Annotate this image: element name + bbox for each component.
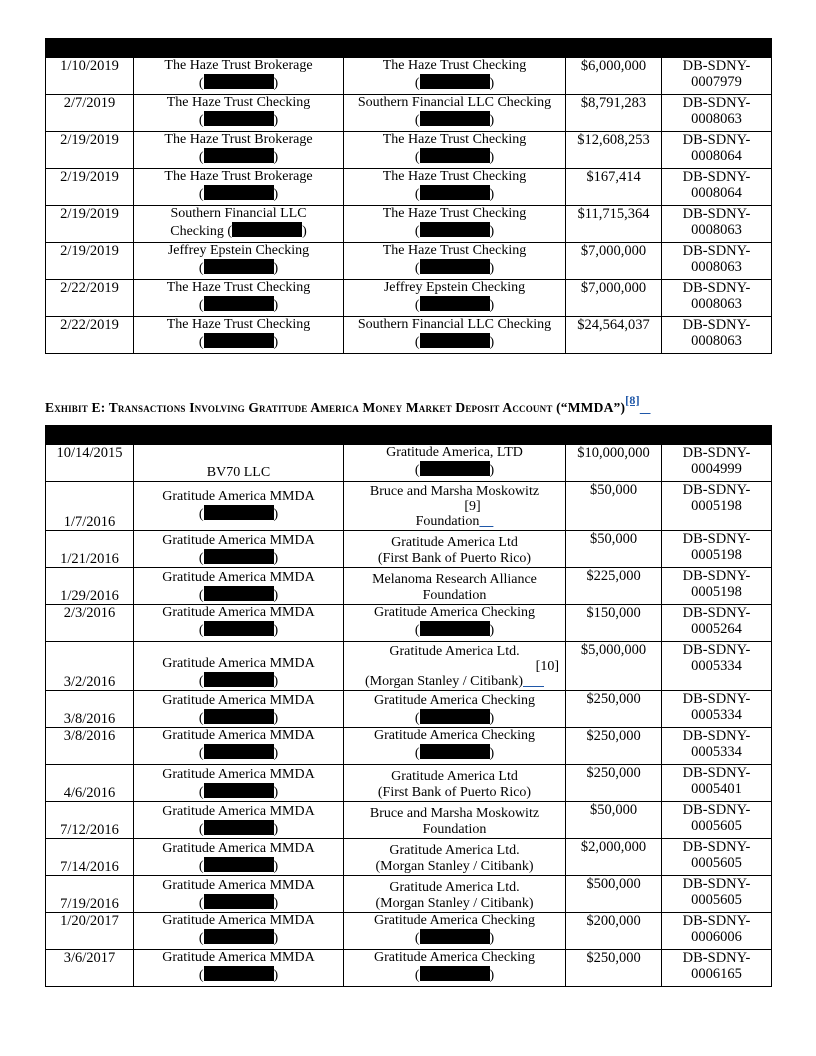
to-account-label-line2: Foundation (422, 822, 487, 837)
date-cell: 1/21/2016 (46, 531, 134, 568)
from-account-cell (134, 531, 344, 568)
to-account-cell (344, 876, 566, 913)
date-cell: 7/14/2016 (46, 839, 134, 876)
to-account-label: Gratitude America Ltd (391, 535, 518, 550)
to-account-bank: (First Bank of Puerto Rico) (377, 785, 532, 800)
to-account-label-line2: Foundation (422, 588, 487, 603)
date-cell: 7/19/2016 (46, 876, 134, 913)
redacted-account-number: ( ) (414, 463, 495, 478)
bates-ref-cell: DB-SDNY- 0005605 (662, 876, 772, 913)
date-cell: 1/7/2016 (46, 482, 134, 531)
redacted-account-number: ( ) (198, 931, 279, 946)
to-account-label: Gratitude America, LTD (386, 445, 523, 460)
to-account-cell (344, 568, 566, 605)
to-account-label: The Haze Trust Checking (382, 132, 527, 147)
to-account-label: Gratitude America Checking (374, 605, 535, 620)
from-account-label: Gratitude America MMDA (162, 656, 315, 671)
to-account-label: Gratitude America Checking (374, 913, 535, 928)
redacted-account-number: ( ) (198, 335, 279, 350)
redacted-account-number: ( ) (198, 896, 279, 911)
table-row (46, 280, 772, 317)
from-account-cell (134, 95, 344, 132)
redacted-account-number: ( ) (198, 551, 279, 566)
to-account-bank: (Morgan Stanley / Citibank) (375, 896, 534, 911)
from-account-label: The Haze Trust Brokerage (164, 169, 313, 184)
date-cell: 3/6/2017 (46, 950, 134, 987)
to-account-label: Gratitude America Checking (374, 693, 535, 708)
to-account-label: Bruce and Marsha Moskowitz (369, 806, 540, 821)
table-row (46, 58, 772, 95)
to-account-bank: (Morgan Stanley / Citibank) (375, 859, 534, 874)
redacted-account-number: ( ) (198, 187, 279, 202)
exhibit-e-title: Exhibit E: Transactions Involving Gratitude America Money Market Deposit Account (“MMDA”) (45, 400, 626, 415)
table-row (46, 206, 772, 243)
date-cell: 2/7/2019 (46, 95, 134, 132)
redacted-account-number: ( ) (414, 335, 495, 350)
amount-cell: $5,000,000 (566, 642, 662, 691)
to-account-cell (344, 206, 566, 243)
from-account-label: BV70 LLC (206, 465, 271, 480)
to-account-cell (344, 765, 566, 802)
redacted-account-number: ( ) (198, 113, 279, 128)
bates-ref-cell: DB-SDNY- 0005198 (662, 568, 772, 605)
redacted-account-number: ( ) (198, 785, 279, 800)
table-header-bar (46, 39, 772, 58)
date-cell: 1/10/2019 (46, 58, 134, 95)
from-account-label: The Haze Trust Brokerage (164, 58, 313, 73)
table-row (46, 802, 772, 839)
table-row (46, 913, 772, 950)
redacted-account-number: ( ) (198, 859, 279, 874)
redacted-account-number: ( ) (198, 674, 279, 689)
redacted-account-number: ( ) (198, 822, 279, 837)
to-account-cell (344, 482, 566, 531)
amount-cell: $50,000 (566, 802, 662, 839)
table-row (46, 132, 772, 169)
redacted-account-number: ( ) (198, 507, 279, 522)
from-account-cell (134, 445, 344, 482)
amount-cell: $7,000,000 (566, 280, 662, 317)
to-account-label: Southern Financial LLC Checking (357, 317, 552, 332)
bates-ref-cell: DB-SDNY- 0008063 (662, 206, 772, 243)
date-cell: 3/8/2016 (46, 728, 134, 765)
amount-cell: $250,000 (566, 950, 662, 987)
table-row (46, 445, 772, 482)
table-row (46, 95, 772, 132)
from-account-cell (134, 950, 344, 987)
from-account-cell (134, 58, 344, 95)
to-account-cell (344, 280, 566, 317)
table-row (46, 876, 772, 913)
to-account-cell (344, 913, 566, 950)
from-account-label: Southern Financial LLC (170, 206, 307, 221)
date-cell: 2/19/2019 (46, 132, 134, 169)
to-account-label: The Haze Trust Checking (382, 206, 527, 221)
from-account-label: Jeffrey Epstein Checking (167, 243, 310, 258)
footnote-marker-10[interactable]: [10] (535, 659, 559, 674)
from-account-label: The Haze Trust Brokerage (164, 132, 313, 147)
amount-cell: $10,000,000 (566, 445, 662, 482)
table-row (46, 243, 772, 280)
from-account-cell (134, 206, 344, 243)
to-account-label: Jeffrey Epstein Checking (383, 280, 526, 295)
from-account-cell (134, 568, 344, 605)
redacted-account-number: ( ) (414, 968, 495, 983)
table-row (46, 531, 772, 568)
from-account-cell (134, 876, 344, 913)
redacted-account-number: ( ) (198, 298, 279, 313)
to-account-label: Southern Financial LLC Checking (357, 95, 552, 110)
bates-ref-cell: DB-SDNY- 0007979 (662, 58, 772, 95)
table-row (46, 568, 772, 605)
from-account-label: Gratitude America MMDA (162, 489, 315, 504)
date-cell: 2/3/2016 (46, 605, 134, 642)
bates-ref-cell: DB-SDNY- 0008064 (662, 169, 772, 206)
to-account-cell (344, 243, 566, 280)
from-account-cell (134, 482, 344, 531)
amount-cell: $24,564,037 (566, 317, 662, 354)
redacted-account-number: ( ) (414, 711, 495, 726)
amount-cell: $12,608,253 (566, 132, 662, 169)
amount-cell: $50,000 (566, 531, 662, 568)
from-account-label: The Haze Trust Checking (166, 280, 311, 295)
table-row (46, 839, 772, 876)
table-row (46, 317, 772, 354)
from-account-label: Gratitude America MMDA (162, 570, 315, 585)
table-row (46, 765, 772, 802)
to-account-cell (344, 802, 566, 839)
to-account-bank: (First Bank of Puerto Rico) (377, 551, 532, 566)
from-account-cell (134, 802, 344, 839)
from-account-label: Gratitude America MMDA (162, 841, 315, 856)
date-cell: 2/19/2019 (46, 243, 134, 280)
bates-ref-cell: DB-SDNY- 0005198 (662, 482, 772, 531)
bates-ref-cell: DB-SDNY- 0004999 (662, 445, 772, 482)
bates-ref-cell: DB-SDNY- 0005334 (662, 691, 772, 728)
from-account-cell (134, 169, 344, 206)
from-account-cell (134, 132, 344, 169)
to-account-cell (344, 839, 566, 876)
bates-ref-cell: DB-SDNY- 0005264 (662, 605, 772, 642)
from-account-label: The Haze Trust Checking (166, 95, 311, 110)
to-account-cell (344, 642, 566, 691)
from-account-label: Gratitude America MMDA (162, 913, 315, 928)
redacted-account-number: ( ) (414, 113, 495, 128)
from-account-label: The Haze Trust Checking (166, 317, 311, 332)
amount-cell: $250,000 (566, 728, 662, 765)
amount-cell: $8,791,283 (566, 95, 662, 132)
redacted-account-number: ( ) (414, 150, 495, 165)
redacted-account-number: ( ) (198, 746, 279, 761)
date-cell: 10/14/2015 (46, 445, 134, 482)
bates-ref-cell: DB-SDNY- 0006006 (662, 913, 772, 950)
to-account-label: Gratitude America Ltd. (389, 880, 520, 895)
from-account-label: Gratitude America MMDA (162, 878, 315, 893)
redacted-account-number: ( ) (414, 261, 495, 276)
table-row (46, 728, 772, 765)
to-account-cell (344, 317, 566, 354)
amount-cell: $7,000,000 (566, 243, 662, 280)
redacted-account-number: Checking ( ) (170, 224, 307, 239)
redacted-account-number: ( ) (198, 76, 279, 91)
to-account-label: Gratitude America Ltd (391, 769, 518, 784)
amount-cell: $225,000 (566, 568, 662, 605)
bates-ref-cell: DB-SDNY- 0008063 (662, 95, 772, 132)
from-account-label: Gratitude America MMDA (162, 950, 315, 965)
to-account-bank: (Morgan Stanley / Citibank) (365, 674, 523, 689)
from-account-cell (134, 642, 344, 691)
bates-ref-cell: DB-SDNY- 0006165 (662, 950, 772, 987)
bates-ref-cell: DB-SDNY- 0008063 (662, 317, 772, 354)
date-cell: 7/12/2016 (46, 802, 134, 839)
redacted-account-number: ( ) (198, 261, 279, 276)
from-account-label: Gratitude America MMDA (162, 533, 315, 548)
from-account-cell (134, 691, 344, 728)
from-account-cell (134, 243, 344, 280)
amount-cell: $50,000 (566, 482, 662, 531)
amount-cell: $250,000 (566, 765, 662, 802)
table-row (46, 642, 772, 691)
to-account-cell (344, 132, 566, 169)
redacted-account-number: ( ) (198, 968, 279, 983)
redacted-account-number: ( ) (198, 588, 279, 603)
date-cell: 4/6/2016 (46, 765, 134, 802)
to-account-label: Gratitude America Ltd. (389, 843, 520, 858)
amount-cell: $500,000 (566, 876, 662, 913)
bates-ref-cell: DB-SDNY- 0008063 (662, 243, 772, 280)
transactions-table-haze-trust (45, 38, 772, 354)
redacted-account-number: ( ) (414, 187, 495, 202)
redacted-account-number: ( ) (414, 76, 495, 91)
from-account-label: Gratitude America MMDA (162, 728, 315, 743)
bates-ref-cell: DB-SDNY- 0005401 (662, 765, 772, 802)
amount-cell: $150,000 (566, 605, 662, 642)
amount-cell: $200,000 (566, 913, 662, 950)
to-account-cell (344, 531, 566, 568)
date-cell: 1/29/2016 (46, 568, 134, 605)
to-account-label: Gratitude America Checking (374, 950, 535, 965)
to-account-cell (344, 445, 566, 482)
amount-cell: $250,000 (566, 691, 662, 728)
to-account-cell (344, 58, 566, 95)
redacted-account-number: ( ) (198, 711, 279, 726)
bates-ref-cell: DB-SDNY- 0005334 (662, 728, 772, 765)
table-row (46, 169, 772, 206)
table-row (46, 605, 772, 642)
bates-ref-cell: DB-SDNY- 0005605 (662, 839, 772, 876)
amount-cell: $2,000,000 (566, 839, 662, 876)
date-cell: 2/19/2019 (46, 169, 134, 206)
date-cell: 3/2/2016 (46, 642, 134, 691)
bates-ref-cell: DB-SDNY- 0005334 (662, 642, 772, 691)
to-account-cell (344, 95, 566, 132)
bates-ref-cell: DB-SDNY- 0008063 (662, 280, 772, 317)
table-row (46, 482, 772, 531)
date-cell: 2/19/2019 (46, 206, 134, 243)
from-account-cell (134, 913, 344, 950)
exhibit-e-heading (45, 393, 651, 416)
from-account-label: Gratitude America MMDA (162, 693, 315, 708)
to-account-label: The Haze Trust Checking (382, 58, 527, 73)
redacted-account-number: ( ) (414, 931, 495, 946)
transactions-table-gratitude-mmda (45, 425, 772, 987)
amount-cell: $167,414 (566, 169, 662, 206)
table-header-bar (46, 426, 772, 445)
redacted-account-number: ( ) (198, 150, 279, 165)
from-account-cell (134, 280, 344, 317)
redacted-account-number: ( ) (198, 623, 279, 638)
amount-cell: $11,715,364 (566, 206, 662, 243)
to-account-label: The Haze Trust Checking (382, 243, 527, 258)
bates-ref-cell: DB-SDNY- 0005605 (662, 802, 772, 839)
from-account-cell (134, 839, 344, 876)
to-account-cell (344, 605, 566, 642)
from-account-label: Gratitude America MMDA (162, 804, 315, 819)
from-account-cell (134, 765, 344, 802)
footnote-link-8[interactable]: [8] (625, 393, 640, 407)
to-account-cell (344, 169, 566, 206)
amount-cell: $6,000,000 (566, 58, 662, 95)
footnote-marker-9[interactable]: [9] (464, 499, 481, 514)
to-account-label-line2: Foundation (415, 514, 480, 529)
bates-ref-cell: DB-SDNY- 0008064 (662, 132, 772, 169)
date-cell: 2/22/2019 (46, 317, 134, 354)
to-account-label: Melanoma Research Alliance (372, 572, 537, 587)
table-row (46, 691, 772, 728)
to-account-label: Gratitude America Ltd. (389, 644, 520, 659)
to-account-cell (344, 950, 566, 987)
to-account-label: The Haze Trust Checking (382, 169, 527, 184)
from-account-label: Gratitude America MMDA (162, 767, 315, 782)
to-account-cell (344, 691, 566, 728)
redacted-account-number: ( ) (414, 298, 495, 313)
to-account-label: Gratitude America Checking (374, 728, 535, 743)
to-account-label: Bruce and Marsha Moskowitz (369, 484, 540, 499)
from-account-label: Gratitude America MMDA (162, 605, 315, 620)
redacted-account-number: ( ) (414, 623, 495, 638)
table-row (46, 950, 772, 987)
from-account-cell (134, 605, 344, 642)
redacted-account-number: ( ) (414, 746, 495, 761)
date-cell: 3/8/2016 (46, 691, 134, 728)
date-cell: 2/22/2019 (46, 280, 134, 317)
from-account-cell (134, 728, 344, 765)
date-cell: 1/20/2017 (46, 913, 134, 950)
redacted-account-number: ( ) (414, 224, 495, 239)
bates-ref-cell: DB-SDNY- 0005198 (662, 531, 772, 568)
from-account-cell (134, 317, 344, 354)
to-account-cell (344, 728, 566, 765)
